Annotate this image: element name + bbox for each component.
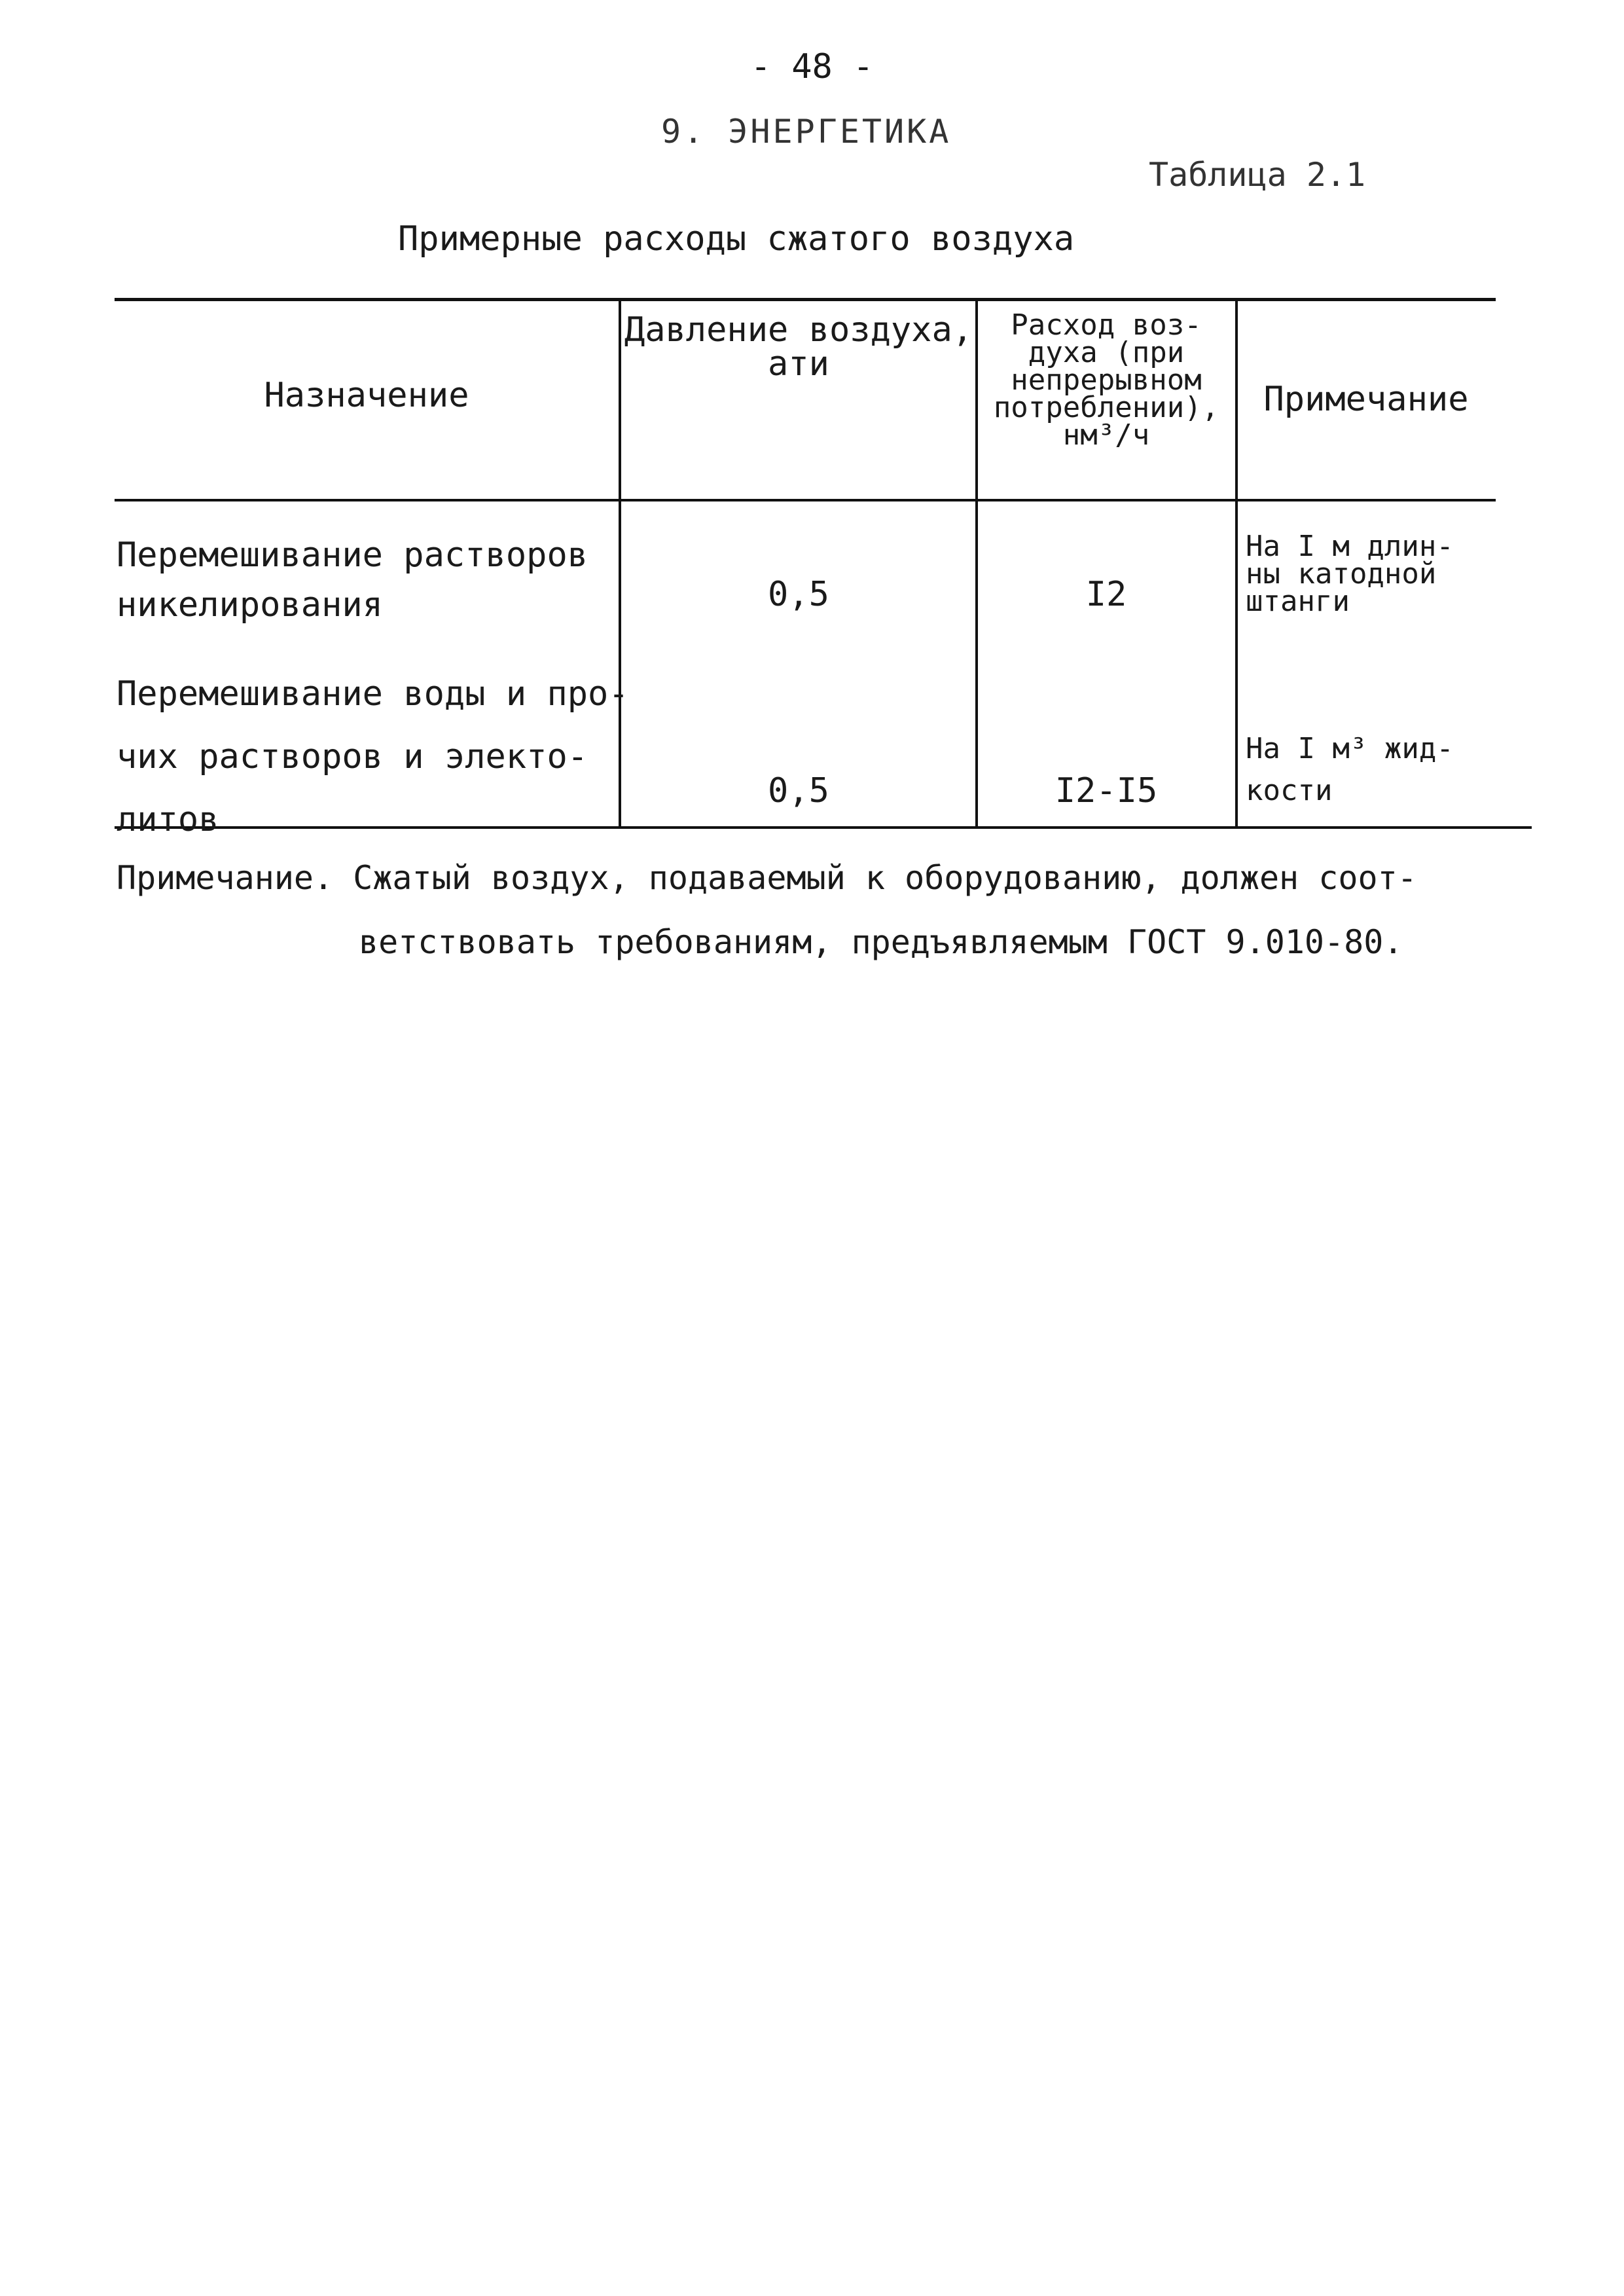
header-note: Примечание xyxy=(1263,380,1469,419)
table-header-rule xyxy=(115,499,1496,501)
section-title: 9. ЭНЕРГЕТИКА xyxy=(661,113,952,151)
row1-note: На I м длин- ны катодной штанги xyxy=(1246,530,1454,618)
document-heading: Примерные расходы сжатого воздуха xyxy=(398,219,1075,259)
row2-pressure: 0,5 xyxy=(768,771,829,811)
footnote-line-1: Примечание. Сжатый воздух, подаваемый к оборудованию, должен соот- xyxy=(117,859,1417,897)
page-number: - 48 - xyxy=(750,47,874,86)
header-purpose: Назначение xyxy=(264,376,469,415)
header-flow: Расход воз- духа (при непрерывном потреблении), нм³/ч xyxy=(993,308,1219,452)
table-top-rule xyxy=(115,298,1496,301)
row2-note: На I м³ жид- кости xyxy=(1246,732,1454,807)
row1-flow: I2 xyxy=(1085,575,1127,614)
footnote-line-2: ветствовать требованиям, предъявляемым ГОСТ 9.010-80. xyxy=(359,923,1403,961)
row2-purpose: Перемешивание воды и про- чих растворов и электо- литов xyxy=(117,674,629,839)
header-pressure: Давление воздуха, ати xyxy=(624,310,973,384)
row1-pressure: 0,5 xyxy=(768,575,829,614)
table-divider-3 xyxy=(1235,298,1238,829)
table-label: Таблица 2.1 xyxy=(1149,156,1366,194)
row2-flow: I2-I5 xyxy=(1055,771,1158,811)
row1-purpose: Перемешивание растворов никелирования xyxy=(117,536,588,625)
